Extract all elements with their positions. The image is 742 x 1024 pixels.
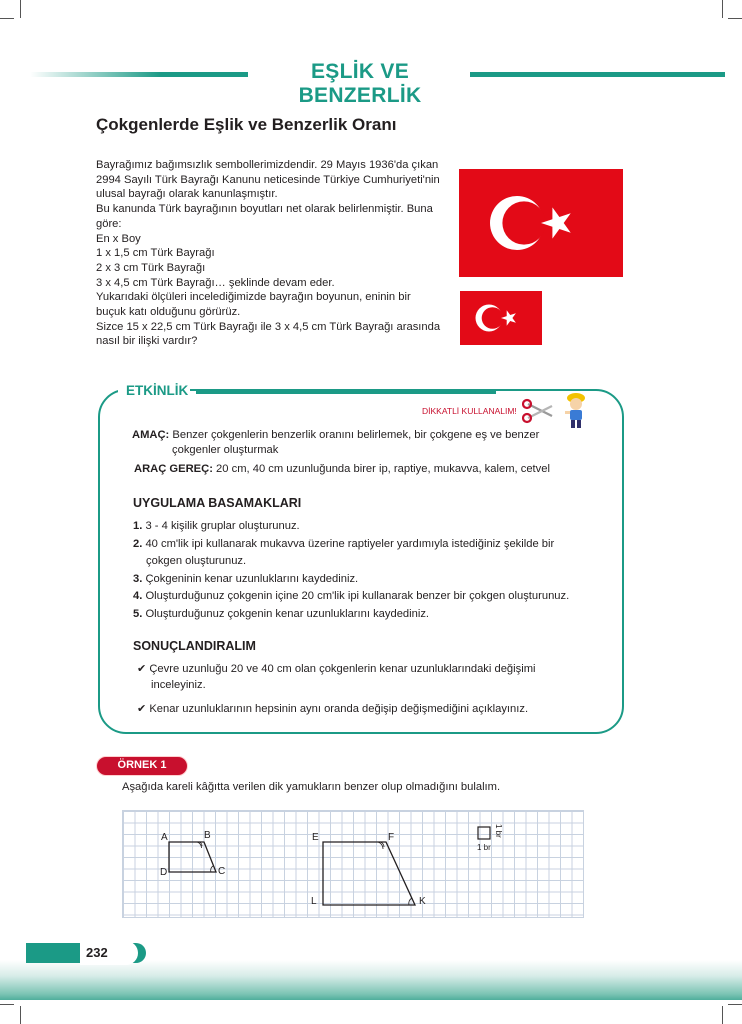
step-number: 2. — [133, 538, 143, 550]
step-text: Çokgeninin kenar uzunluklarını kaydediniz. — [145, 573, 359, 585]
vertex-label-d: D — [160, 867, 168, 878]
step-text-continued: çokgen oluşturunuz. — [146, 555, 247, 567]
intro-line: 1 x 1,5 cm Türk Bayrağı — [96, 247, 215, 260]
conclusion-item — [137, 702, 528, 715]
header-rule-right — [470, 72, 725, 77]
unit-label-vertical: 1 br — [494, 824, 503, 838]
aim-row — [132, 429, 539, 441]
example-badge: ÖRNEK 1 — [96, 756, 188, 776]
step-text: Oluşturduğunuz çokgenin içine 20 cm'lik ipi kullanarak benzer bir çokgen oluşturunuz. — [145, 590, 570, 602]
conclusion-item — [137, 662, 536, 675]
step-number: 1. — [133, 520, 143, 532]
step-number: 5. — [133, 608, 143, 620]
turkish-flag-small — [460, 291, 542, 345]
vertex-label-k: K — [419, 896, 426, 907]
cartoon-worker-icon — [562, 392, 590, 430]
activity-label: ETKİNLİK — [126, 383, 189, 398]
conclusion-text: Çevre uzunluğu 20 ve 40 cm olan çokgenlerin kenar uzunluklarındaki değişimi — [149, 663, 536, 675]
footer-band — [0, 960, 742, 1000]
crop-mark — [722, 1006, 723, 1024]
step-text: 40 cm'lik ipi kullanarak mukavva üzerine raptiyeler yardımıyla istediğiniz şekilde bir — [145, 538, 555, 550]
intro-line: 2994 Sayılı Türk Bayrağı Kanunu neticesinde Türkiye Cumhuriyeti'nin — [96, 173, 440, 186]
step-item — [133, 538, 554, 550]
angle-mark-k — [409, 898, 412, 905]
vertex-label-f: F — [388, 832, 395, 843]
trapezoid-efkl — [323, 842, 415, 905]
aim-label: AMAÇ: — [132, 429, 170, 441]
steps-heading: UYGULAMA BASAMAKLARI — [133, 496, 302, 510]
crop-mark — [728, 18, 742, 19]
step-text: Oluşturduğunuz çokgenin kenar uzunluklarını kaydediniz. — [145, 608, 430, 620]
intro-line: Bayrağımız bağımsızlık sembollerimizdendir. 29 Mayıs 1936'da çıkan — [96, 159, 439, 171]
intro-paragraph — [96, 158, 446, 349]
aim-text-continued: çokgenler oluşturmak — [172, 444, 279, 456]
intro-line: Bu kanunda Türk bayrağının boyutları net olarak belirlenmiştir. Buna — [96, 203, 433, 216]
tools-text: 20 cm, 40 cm uzunluğunda birer ip, raptiye, mukavva, kalem, cetvel — [216, 463, 550, 475]
intro-line: nasıl bir ilişki vardır? — [96, 335, 198, 348]
conclusion-text-continued: inceleyiniz. — [151, 679, 206, 691]
vertex-label-e: E — [312, 832, 319, 843]
aim-text: Benzer çokgenlerin benzerlik oranını belirlemek, bir çokgene eş ve benzer — [172, 429, 540, 441]
conclusion-heading: SONUÇLANDIRALIM — [133, 639, 256, 653]
angle-mark-c — [211, 866, 213, 872]
intro-line: Yukarıdaki ölçüleri incelediğimizde bayrağın boyunun, eninin bir — [96, 291, 411, 304]
chapter-title: EŞLİK VE BENZERLİK — [298, 60, 422, 107]
unit-square — [478, 827, 490, 839]
trapezoid-figures — [122, 810, 584, 918]
example-prompt: Aşağıda kareli kâğıtta verilen dik yamukların benzer olup olmadığını bulalım. — [122, 781, 501, 793]
step-number: 4. — [133, 590, 143, 602]
scissors-icon — [522, 398, 560, 424]
crop-mark — [0, 18, 14, 19]
intro-line: 3 x 4,5 cm Türk Bayrağı… şeklinde devam eder. — [96, 276, 335, 289]
crop-mark — [0, 1004, 14, 1005]
intro-line: Sizce 15 x 22,5 cm Türk Bayrağı ile 3 x 4,5 cm Türk Bayrağı arasında — [96, 320, 441, 333]
header-rule-left — [30, 72, 248, 77]
turkish-flag-large — [459, 169, 623, 277]
activity-rule — [196, 391, 496, 394]
vertex-label-b: B — [204, 830, 211, 841]
crop-mark — [722, 0, 723, 18]
step-text: 3 - 4 kişilik gruplar oluşturunuz. — [145, 520, 300, 532]
step-item — [133, 573, 358, 585]
intro-line: göre: — [96, 217, 122, 230]
intro-line: 2 x 3 cm Türk Bayrağı — [96, 261, 206, 274]
vertex-label-l: L — [311, 896, 317, 907]
step-item — [133, 520, 300, 532]
conclusion-text: Kenar uzunluklarının hepsinin aynı oranda değişip değişmediğini açıklayınız. — [149, 703, 529, 715]
vertex-label-c: C — [218, 866, 226, 877]
section-title: Çokgenlerde Eşlik ve Benzerlik Oranı — [96, 115, 397, 134]
tools-row — [134, 463, 550, 475]
crop-mark — [20, 1006, 21, 1024]
intro-line: buçuk katı olduğunu görürüz. — [96, 306, 241, 319]
crop-mark — [20, 0, 21, 18]
crop-mark — [728, 1004, 742, 1005]
intro-line: ulusal bayrağı olarak kanunlaşmıştır. — [96, 188, 278, 201]
page-number: 232 — [86, 945, 108, 960]
step-item — [133, 608, 429, 620]
warning-text: DİKKATLİ KULLANALIM! — [422, 406, 517, 416]
checkmark-icon: ✔ — [137, 703, 147, 715]
checkmark-icon: ✔ — [137, 663, 147, 675]
tools-label: ARAÇ GEREÇ: — [134, 463, 213, 475]
step-item — [133, 590, 569, 602]
step-number: 3. — [133, 573, 143, 585]
trapezoid-abcd — [169, 842, 216, 872]
intro-line: En x Boy — [96, 232, 141, 245]
unit-label-horizontal: 1 br — [477, 843, 491, 852]
vertex-label-a: A — [161, 832, 168, 843]
